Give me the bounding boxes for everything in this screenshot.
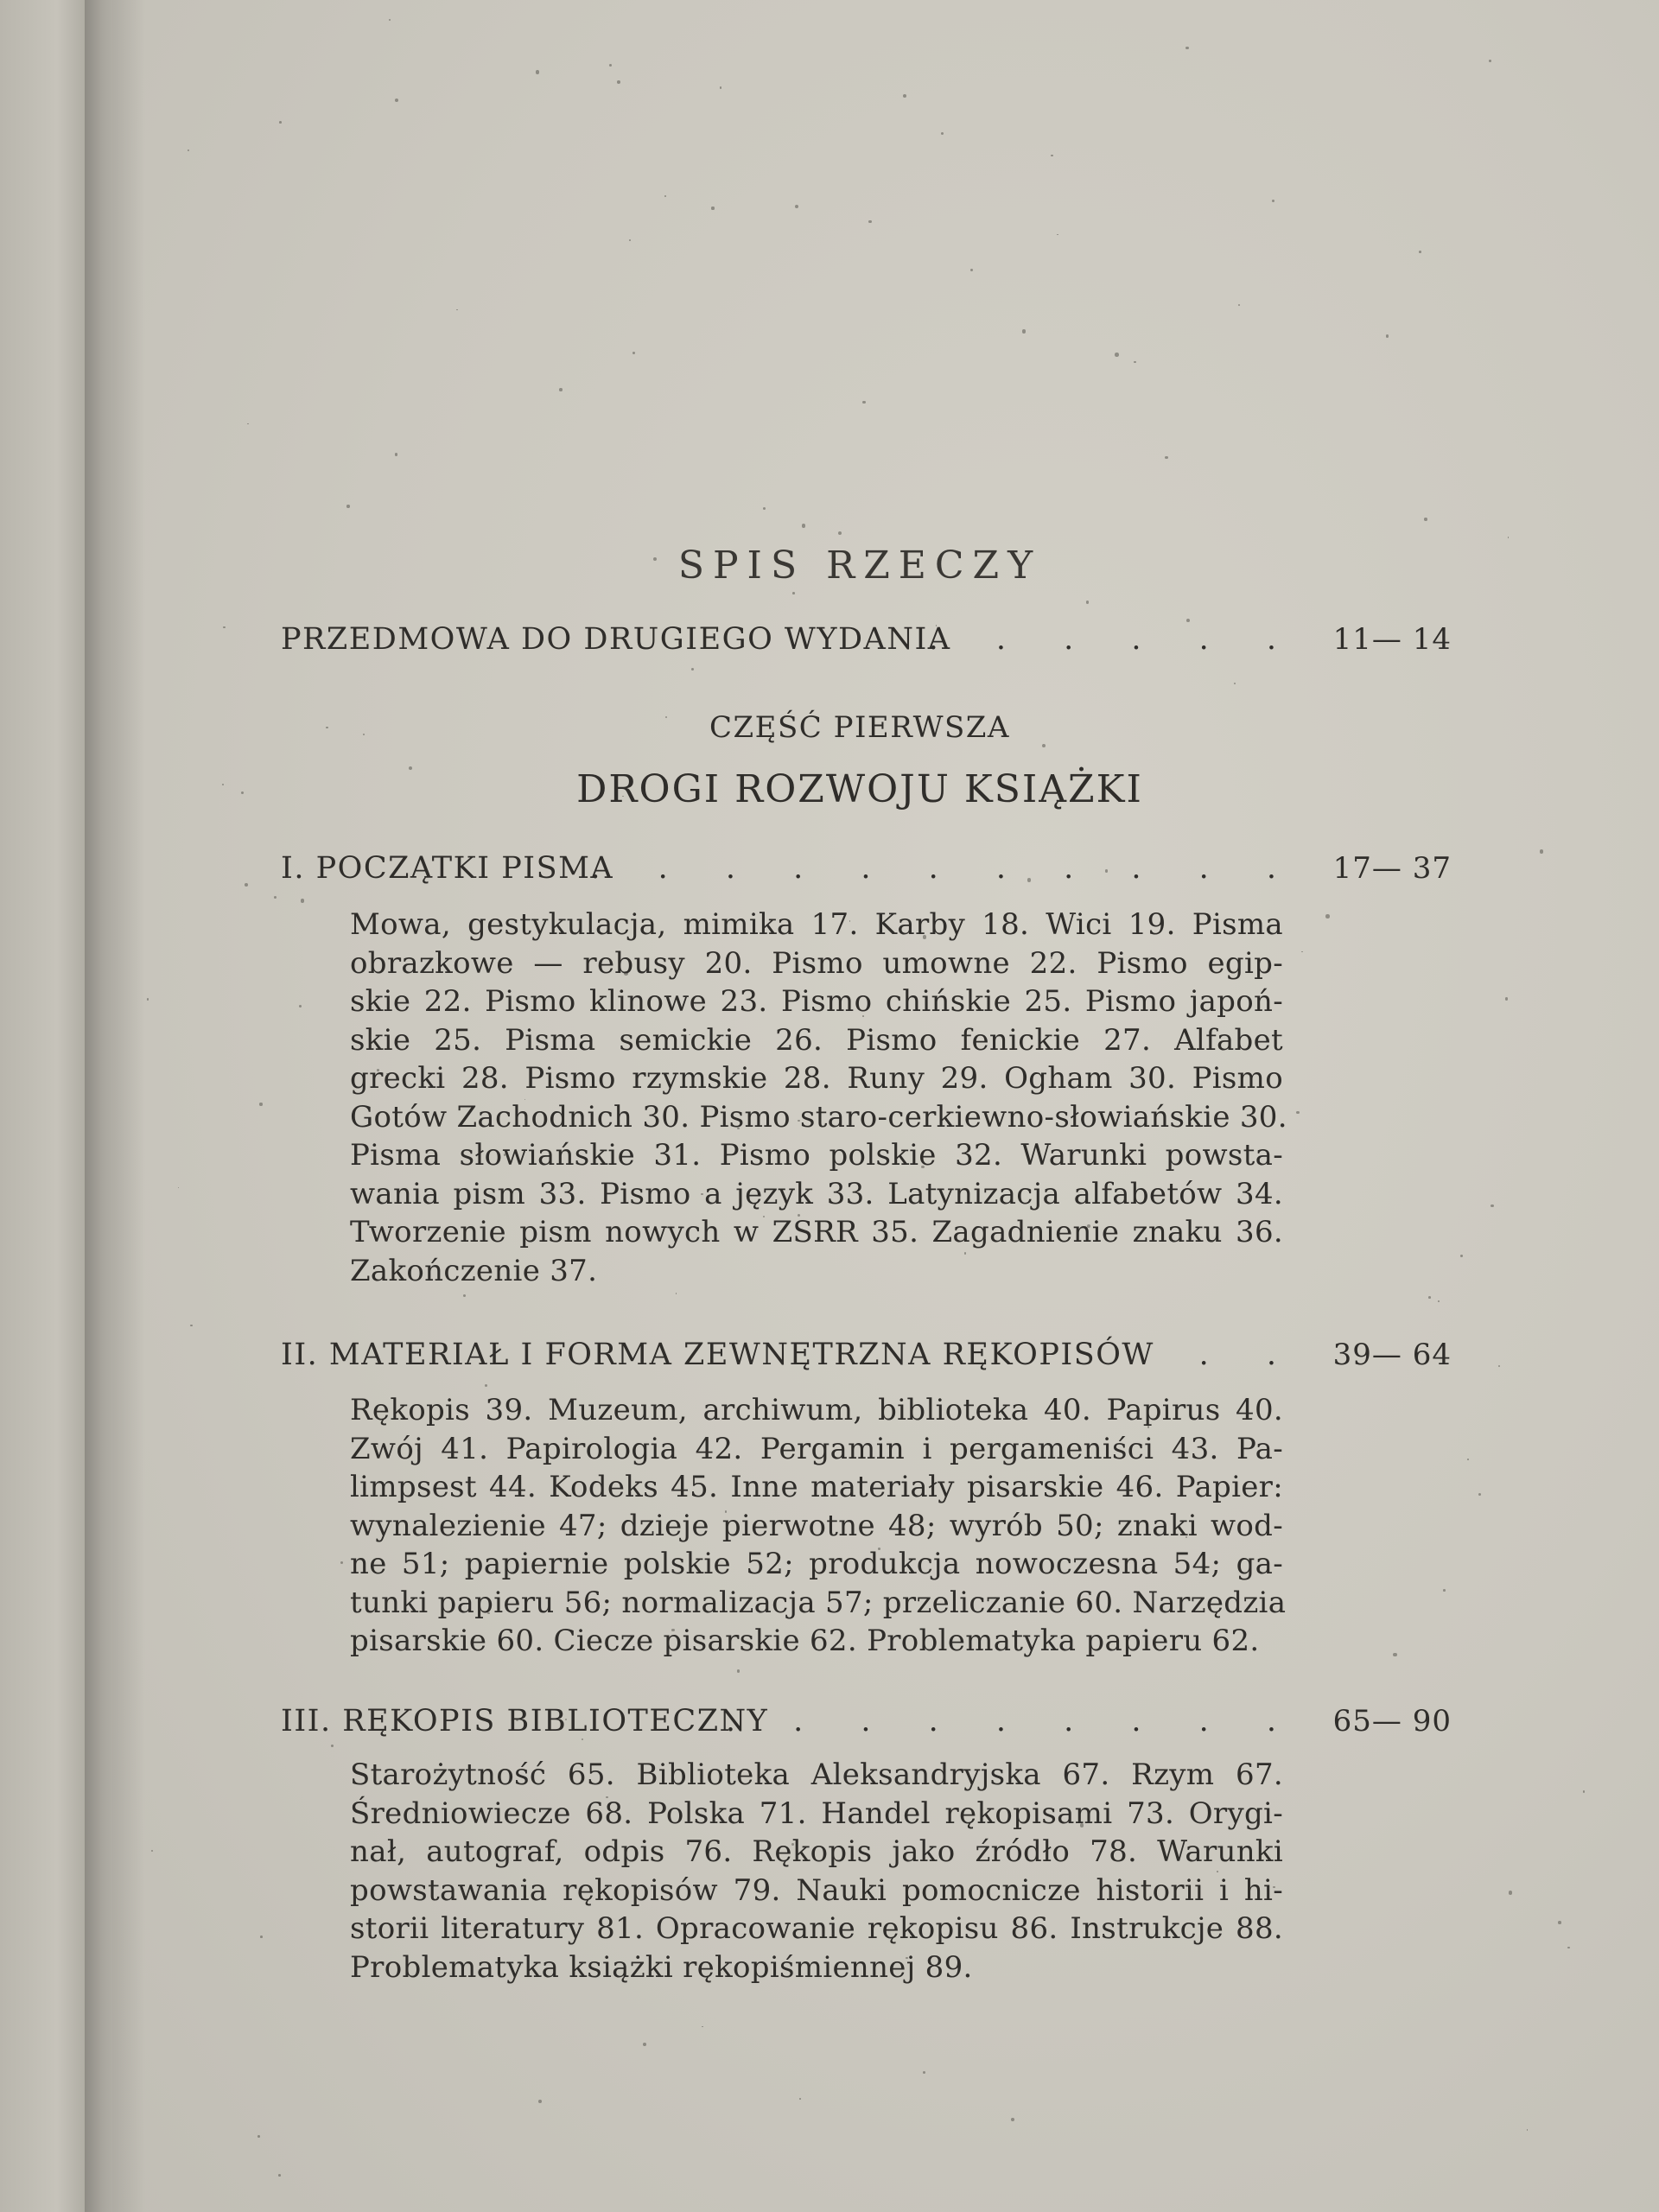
dot-leader: . . . . . . . . . . . — [590, 851, 1300, 886]
paper-speck — [643, 2043, 646, 2046]
contents-line: ne 51; papiernie polskie 52; produkcja nowoczesna 54; ga- — [350, 1547, 1283, 1581]
page-range: 17— 37 — [1332, 851, 1452, 886]
paper-speck — [559, 388, 563, 391]
contents-line: wania pism 33. Pismo a język 33. Latynizacja alfabetów 34. — [350, 1176, 1283, 1211]
paper-speck — [1393, 1653, 1396, 1656]
dot-leader: . . — [1198, 1338, 1300, 1372]
toc-entry-label: PRZEDMOWA DO DRUGIEGO WYDANIA — [281, 622, 951, 657]
paper-speck — [629, 239, 631, 241]
contents-line: Średniowiecze 68. Polska 71. Handel rękopisami 73. Orygi- — [350, 1796, 1283, 1831]
paper-speck — [274, 896, 276, 899]
contents-line: obrazkowe — rebusy 20. Pismo umowne 22. Pismo egip- — [350, 945, 1283, 981]
paper-speck — [711, 207, 714, 209]
paper-speck — [676, 1293, 677, 1294]
page-range: 39— 64 — [1332, 1338, 1452, 1372]
paper-speck — [151, 1850, 153, 1852]
paper-speck — [720, 86, 721, 88]
toc-entry-label: I. POCZĄTKI PISMA — [281, 851, 614, 886]
page-range: 11— 14 — [1332, 622, 1452, 657]
dot-leader: . . . . . . — [928, 622, 1300, 657]
paper-speck — [903, 94, 906, 98]
part-title: DROGI ROZWOJU KSIĄŻKI — [576, 767, 1143, 811]
paper-speck — [862, 401, 865, 404]
page-title: SPIS RZECZY — [677, 543, 1042, 588]
paper-speck — [1558, 1921, 1561, 1924]
paper-speck — [868, 220, 871, 223]
contents-line: storii literatury 81. Opracowanie rękopisu 86. Instrukcje 88. — [350, 1911, 1283, 1946]
chapter-3-contents — [350, 1756, 1283, 1986]
contents-line: limpsest 44. Kodeks 45. Inne materiały pisarskie 46. Papier: — [350, 1470, 1283, 1504]
paper-speck — [737, 1669, 740, 1672]
contents-line: Gotów Zachodnich 30. Pismo staro-cerkiewno-słowiańskie 30. — [350, 1099, 1287, 1135]
part-label: CZĘŚĆ PIERWSZA — [709, 710, 1010, 745]
paper-speck — [1051, 155, 1052, 156]
paper-speck — [923, 2071, 925, 2074]
dot-leader: . . . . . . . . . — [725, 1704, 1300, 1738]
contents-line: Tworzenie pism nowych w ZSRR 35. Zagadnienie znaku 36. — [350, 1215, 1283, 1249]
paper-speck — [278, 2174, 281, 2177]
paper-speck — [538, 2100, 542, 2103]
toc-entry-label: II. MATERIAŁ I FORMA ZEWNĘTRZNA RĘKOPISÓW — [281, 1338, 1154, 1372]
paper-speck — [259, 1103, 262, 1105]
paper-speck — [792, 592, 795, 594]
paper-speck — [395, 453, 398, 456]
paper-speck — [1460, 1255, 1463, 1257]
paper-speck — [802, 524, 805, 527]
paper-speck — [763, 507, 766, 510]
paper-speck — [1086, 601, 1090, 604]
page-range: 65— 90 — [1332, 1704, 1452, 1738]
toc-entry-chapter-3 — [281, 1704, 1452, 1747]
toc-entry-chapter-1 — [281, 851, 1452, 894]
paper-speck — [1011, 2118, 1014, 2121]
paper-speck — [1325, 914, 1329, 918]
contents-line: nał, autograf, odpis 76. Rękopis jako źródło 78. Warunki — [350, 1834, 1283, 1869]
contents-line: Mowa, gestykulacja, mimika 17. Karby 18. Wici 19. Pisma — [350, 907, 1283, 942]
contents-line: Zwój 41. Papirologia 42. Pergamin i pergameniści 43. Pa- — [350, 1431, 1283, 1466]
paper-speck — [632, 352, 635, 354]
paper-speck — [301, 899, 304, 902]
paper-speck — [941, 132, 944, 135]
contents-line: tunki papieru 56; normalizacja 57; przeliczanie 60. Narzędzia — [350, 1585, 1287, 1620]
contents-line: wynalezienie 47; dzieje pierwotne 48; wyrób 50; znaki wod- — [350, 1508, 1283, 1543]
contents-line: Rękopis 39. Muzeum, archiwum, biblioteka 40. Papirus 40. — [350, 1393, 1283, 1427]
paper-speck — [395, 99, 398, 102]
paper-speck — [536, 70, 539, 73]
paper-speck — [1419, 251, 1421, 253]
paper-speck — [1509, 1891, 1512, 1894]
paper-speck — [1583, 1790, 1586, 1793]
gutter-shadow — [85, 0, 145, 2212]
paper-speck — [1134, 361, 1135, 363]
contents-line: grecki 28. Pismo rzymskie 28. Runy 29. Ogham 30. Pismo — [350, 1061, 1283, 1096]
chapter-1-contents — [350, 906, 1287, 1290]
contents-line: Starożytność 65. Biblioteka Aleksandryjska 67. Rzym 67. — [350, 1758, 1283, 1792]
toc-entry-chapter-2 — [281, 1338, 1452, 1381]
adjacent-page-edge — [0, 0, 95, 2212]
contents-line: Problematyka książki rękopiśmiennej 89. — [350, 1949, 973, 1985]
toc-entry-label: III. RĘKOPIS BIBLIOTECZNY — [281, 1704, 769, 1738]
paper-speck — [346, 505, 349, 507]
toc-entry-preface — [281, 622, 1452, 665]
paper-speck — [1527, 2129, 1529, 2131]
paper-speck — [1022, 329, 1026, 333]
paper-speck — [1057, 234, 1058, 236]
paper-speck — [1115, 353, 1118, 356]
paper-speck — [1443, 1589, 1446, 1592]
paper-speck — [389, 19, 391, 21]
contents-line: powstawania rękopisów 79. Nauki pomocnicze historii i hi- — [350, 1872, 1283, 1908]
paper-speck — [1540, 849, 1543, 853]
paper-speck — [617, 80, 620, 84]
contents-line: skie 22. Pismo klinowe 23. Pismo chińskie 25. Pismo japoń- — [350, 984, 1283, 1019]
paper-speck — [1234, 683, 1236, 684]
paper-speck — [1505, 997, 1509, 1001]
contents-line: Pisma słowiańskie 31. Pismo polskie 32. Warunki powsta- — [350, 1138, 1283, 1173]
paper-speck — [1424, 518, 1427, 520]
paper-speck — [1438, 1300, 1440, 1302]
contents-line: skie 25. Pisma semickie 26. Pismo fenickie 27. Alfabet — [350, 1022, 1283, 1058]
contents-line: pisarskie 60. Ciecze pisarskie 62. Problematyka papieru 62. — [350, 1624, 1260, 1658]
chapter-2-contents — [350, 1391, 1287, 1661]
paper-speck — [260, 1936, 263, 1938]
paper-speck — [245, 883, 248, 887]
contents-line: Zakończenie 37. — [350, 1253, 598, 1288]
